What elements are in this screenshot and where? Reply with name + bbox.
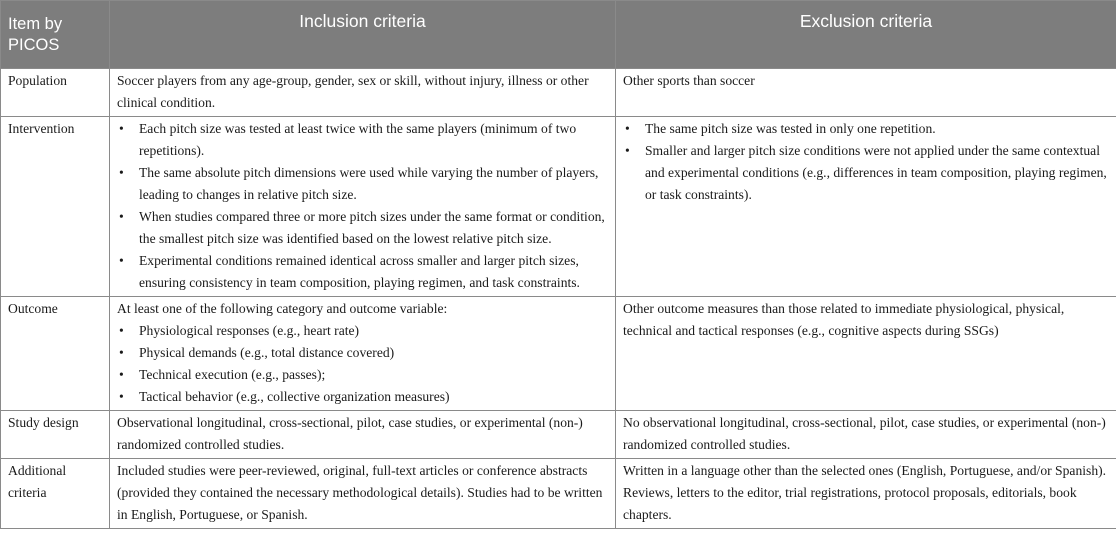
- bullet-icon: •: [119, 367, 124, 382]
- list-item: [117, 386, 608, 408]
- list-item: [117, 206, 608, 250]
- item-label: Study design: [1, 411, 110, 459]
- bullet-icon: •: [625, 143, 630, 158]
- exclusion-cell: [616, 117, 1116, 297]
- bullet-icon: •: [119, 209, 124, 224]
- bullet-text: Physical demands (e.g., total distance covered): [139, 345, 395, 360]
- exclusion-cell: Other sports than soccer: [616, 69, 1116, 117]
- item-label: Intervention: [1, 117, 110, 297]
- exclusion-cell: No observational longitudinal, cross-sectional, pilot, case studies, or experimental (non-) randomized controlled studies.: [616, 411, 1116, 459]
- list-item: [623, 140, 1109, 206]
- header-inclusion-criteria: Inclusion criteria: [110, 1, 616, 69]
- inclusion-cell: Soccer players from any age-group, gender, sex or skill, without injury, illness or other clinical condition.: [110, 69, 616, 117]
- bullet-text: Technical execution (e.g., passes);: [139, 367, 326, 382]
- inclusion-bullet-list: [117, 118, 608, 294]
- header-item-by-picos: Item by PICOS: [1, 1, 110, 69]
- list-item: [117, 118, 608, 162]
- inclusion-cell: Observational longitudinal, cross-sectional, pilot, case studies, or experimental (non-) randomized controlled studies.: [110, 411, 616, 459]
- item-label: Outcome: [1, 297, 110, 411]
- list-item: [117, 364, 608, 386]
- list-item: [623, 118, 1109, 140]
- exclusion-bullet-list: [623, 118, 1109, 206]
- bullet-text: The same pitch size was tested in only one repetition.: [645, 121, 936, 136]
- list-item: [117, 320, 608, 342]
- bullet-text: When studies compared three or more pitch sizes under the same format or condition, the smallest pitch size was identified based on the lowest relative pitch size.: [139, 209, 605, 246]
- bullet-text: The same absolute pitch dimensions were used while varying the number of players, leading to changes in relative pitch size.: [139, 165, 599, 202]
- bullet-icon: •: [119, 345, 124, 360]
- header-exclusion-criteria: Exclusion criteria: [616, 1, 1116, 69]
- exclusion-cell: Written in a language other than the selected ones (English, Portuguese, and/or Spanish). Reviews, letters to the editor, trial registrations, protocol proposals, editorials, book chapters.: [616, 459, 1116, 529]
- bullet-text: Experimental conditions remained identical across smaller and larger pitch sizes, ensuring consistency in team composition, playing regimen, and task constraints.: [139, 253, 580, 290]
- bullet-text: Smaller and larger pitch size conditions were not applied under the same contextual and experimental conditions (e.g., differences in team composition, playing regimen, or task constraints).: [645, 143, 1107, 202]
- row-intervention: [1, 117, 1116, 297]
- bullet-text: Tactical behavior (e.g., collective organization measures): [139, 389, 450, 404]
- row-outcome: [1, 297, 1116, 411]
- bullet-icon: •: [625, 121, 630, 136]
- inclusion-bullet-list: [117, 320, 608, 408]
- bullet-text: Physiological responses (e.g., heart rate): [139, 323, 360, 338]
- item-label: Population: [1, 69, 110, 117]
- item-label: Additional criteria: [1, 459, 110, 529]
- bullet-icon: •: [119, 389, 124, 404]
- bullet-icon: •: [119, 253, 124, 268]
- row-population: [1, 69, 1116, 117]
- inclusion-cell: [110, 297, 616, 411]
- header-row: [1, 1, 1116, 69]
- exclusion-cell: Other outcome measures than those related to immediate physiological, physical, technical and tactical responses (e.g., cognitive aspects during SSGs): [616, 297, 1116, 411]
- bullet-icon: •: [119, 165, 124, 180]
- list-item: [117, 250, 608, 294]
- inclusion-intro: At least one of the following category and outcome variable:: [117, 301, 448, 316]
- bullet-text: Each pitch size was tested at least twice with the same players (minimum of two repetitions).: [139, 121, 577, 158]
- list-item: [117, 342, 608, 364]
- row-study-design: [1, 411, 1116, 459]
- row-additional-criteria: [1, 459, 1116, 529]
- bullet-icon: •: [119, 323, 124, 338]
- list-item: [117, 162, 608, 206]
- inclusion-cell: [110, 117, 616, 297]
- bullet-icon: •: [119, 121, 124, 136]
- inclusion-cell: Included studies were peer-reviewed, original, full-text articles or conference abstracts (provided they contained the necessary methodological details). Studies had to be written in English, Portuguese, or Spanish.: [110, 459, 616, 529]
